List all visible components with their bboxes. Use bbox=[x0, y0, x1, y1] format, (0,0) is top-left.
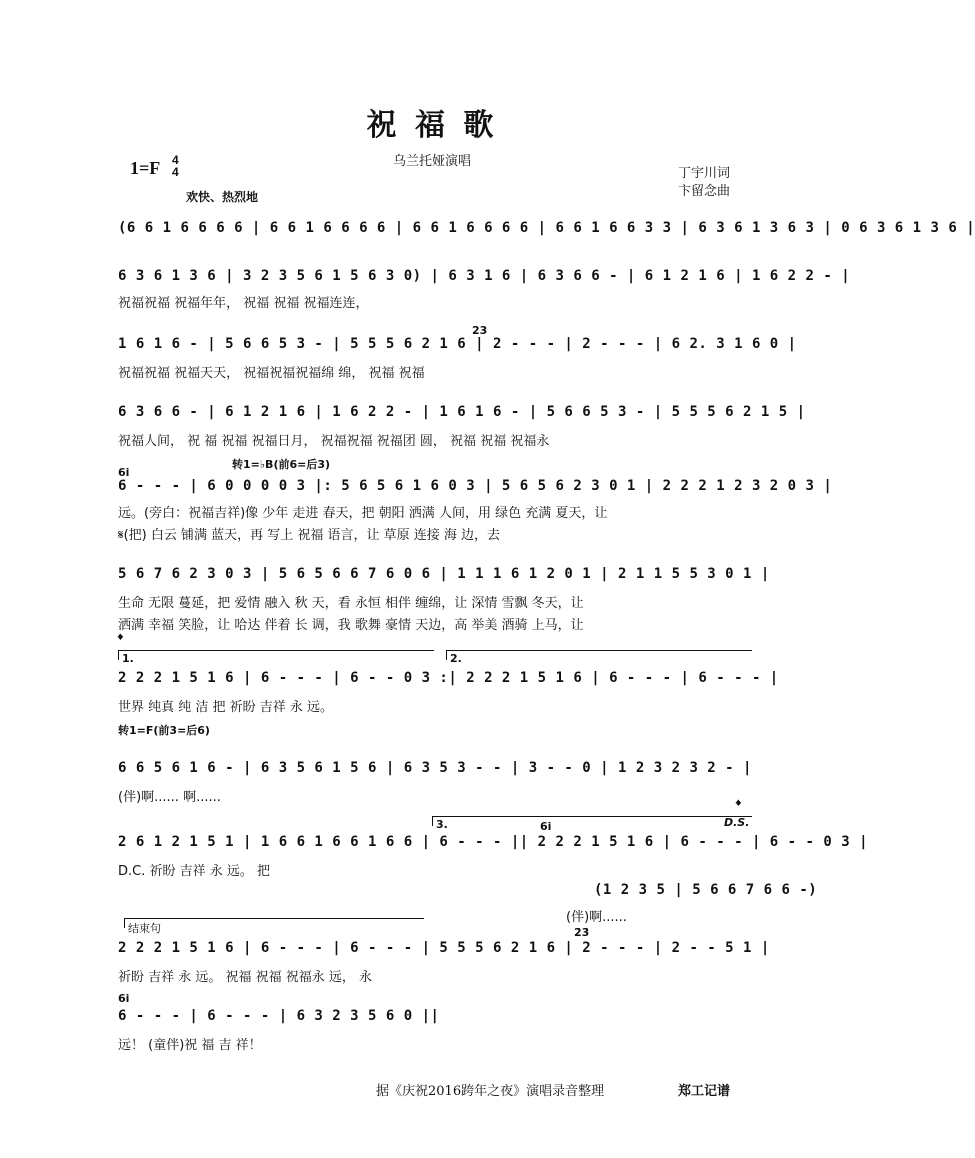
ending-phrase-bracket-edge bbox=[124, 918, 125, 928]
score-row-4-lyrics: 祝福人间， 祝 福 祝福 祝福日月， 祝福祝福 祝福团 圆， 祝福 祝福 祝福永 bbox=[118, 434, 550, 449]
ds-mark: D.S. bbox=[724, 816, 750, 829]
score-row-5-lyrics-verse-2: 𝄋(把) 白云 铺满 蓝天，再 写上 祝福 语言，让 草原 连接 海 边，去 bbox=[118, 528, 501, 543]
score-row-6-notes: 5 6 7 6 2 3 0 3 | 5 6 5 6 6 7 6 0 6 | 1 1 1 6 1 2 0 1 | 2 1 1 5 5 3 0 1 | bbox=[118, 566, 770, 582]
ending-1-bracket bbox=[118, 650, 434, 651]
score-row-9-notes: 2 6 1 2 1 5 1 | 1 6 6 1 6 6 1 6 6 | 6 - - - || 2 2 2 1 5 1 6 | 6 - - - | 6 - - 0 3 | bbox=[118, 834, 869, 850]
tempo-marking: 欢快、热烈地 bbox=[186, 190, 259, 204]
score-row-6-lyrics-verse-1: 生命 无限 蔓延，把 爱情 融入 秋 天，看 永恒 相伴 缠绵，让 深情 雪飘 冬天，让 bbox=[118, 596, 584, 611]
score-row-1-notes: (6 6 1 6 6 6 6 | 6 6 1 6 6 6 6 | 6 6 1 6 6 6 6 | 6 6 1 6 6 3 3 | 6 3 6 1 3 6 3 | 0 6 3 6 1 3 6 | bbox=[118, 220, 975, 236]
score-row-8-lyrics: (伴)啊...... 啊...... bbox=[118, 790, 221, 805]
score-row-3-lyrics: 祝福祝福 祝福天天， 祝福祝福祝福绵 绵， 祝福 祝福 bbox=[118, 366, 425, 381]
lyricist-credit: 丁宇川词 bbox=[678, 166, 731, 181]
key-signature: 1=F bbox=[130, 158, 161, 178]
score-row-7-lyrics: 世界 纯真 纯 洁 把 祈盼 吉祥 永 远。 bbox=[118, 700, 334, 715]
ending-1-bracket-edge bbox=[118, 650, 119, 660]
ending-3-label: 3. bbox=[436, 818, 448, 831]
score-row-5-lyrics-verse-1: 远。(旁白：祝福吉祥)像 少年 走进 春天，把 朝阳 洒满 人间，用 绿色 充满 夏天，让 bbox=[118, 506, 608, 521]
time-signature-top: 4 bbox=[172, 153, 179, 167]
grace-note-6i-b: 6i bbox=[540, 820, 552, 833]
score-row-3-notes: 1 6 1 6 - | 5 6 6 5 3 - | 5 5 5 6 2 1 6 | 2 - - - | 2 - - - | 6 2. 3 1 6 0 | bbox=[118, 336, 797, 352]
score-row-7-notes: 2 2 2 1 5 1 6 | 6 - - - | 6 - - 0 3 :| 2 2 2 1 5 1 6 | 6 - - - | 6 - - - | bbox=[118, 670, 779, 686]
score-row-2-lyrics: 祝福祝福 祝福年年， 祝福 祝福 祝福连连， bbox=[118, 296, 369, 311]
score-row-11-notes: 2 2 2 1 5 1 6 | 6 - - - | 6 - - - | 5 5 5 6 2 1 6 | 2 - - - | 2 - - 5 1 | bbox=[118, 940, 770, 956]
score-row-12-lyrics: 远！ (童伴)祝 福 吉 祥！ bbox=[118, 1038, 262, 1053]
grace-note-6i-c: 6i bbox=[118, 992, 130, 1005]
singer-credit: 乌兰托娅演唱 bbox=[392, 154, 471, 169]
ending-phrase-bracket bbox=[124, 918, 424, 919]
time-signature-bottom: 4 bbox=[172, 165, 179, 179]
score-row-10-notes: (1 2 3 5 | 5 6 6 7 6 6 -) bbox=[594, 882, 818, 898]
grace-note-23: 23 bbox=[472, 324, 488, 337]
ending-1-label: 1. bbox=[122, 652, 134, 665]
grace-note-23-b: 2̇3̇ bbox=[574, 926, 590, 939]
ending-3-bracket bbox=[432, 816, 752, 817]
score-row-12-notes: 6 - - - | 6 - - - | 6 3 2 3 5 6 0 || bbox=[118, 1008, 440, 1024]
score-row-11-lyrics: 祈盼 吉祥 永 远。 祝福 祝福 祝福永 远， 永 bbox=[118, 970, 373, 985]
source-note: 据《庆祝2016跨年之夜》演唱录音整理 bbox=[376, 1084, 605, 1099]
ending-phrase-label: 结束句 bbox=[128, 922, 161, 935]
ending-3-bracket-edge bbox=[432, 816, 433, 826]
score-row-6-lyrics-verse-2: 洒满 幸福 笑脸，让 哈达 伴着 长 调，我 歌舞 豪情 天边，高 举美 酒骑 上马，让 bbox=[118, 618, 584, 633]
grace-note-6i-a: 6i bbox=[118, 466, 130, 479]
score-row-9-lyrics: D.C. 祈盼 吉祥 永 远。 把 bbox=[118, 864, 271, 879]
score-row-5-notes: 6 - - - | 6 0 0 0 0 3 |: 5 6 5 6 1 6 0 3 | 5 6 5 6 2 3 0 1 | 2 2 2 1 2 3 2 0 3 | bbox=[118, 478, 833, 494]
coda-mark-1: 𝄌 bbox=[118, 632, 123, 648]
modulation-mark-1: 转1=♭B(前6=后3) bbox=[232, 458, 331, 471]
coda-mark-2: 𝄌 bbox=[736, 798, 741, 814]
score-row-2-notes: 6 3 6 1 3 6 | 3 2 3 5 6 1 5 6 3 0) | 6 3 1 6 | 6 3 6 6 - | 6 1 2 1 6 | 1 6 2 2 - | bbox=[118, 268, 851, 284]
score-row-10-lyrics: (伴)啊...... bbox=[566, 910, 627, 925]
ending-2-label: 2. bbox=[450, 652, 462, 665]
page-title: 祝 福 歌 bbox=[366, 108, 498, 143]
score-row-8-notes: 6 6 5 6 1 6 - | 6 3 5 6 1 5 6 | 6 3 5 3 - - | 3 - - 0 | 1 2 3 2 3 2 - | bbox=[118, 760, 752, 776]
ending-2-bracket-edge bbox=[446, 650, 447, 660]
composer-credit: 卞留念曲 bbox=[678, 184, 731, 199]
transcriber-credit: 郑工记谱 bbox=[678, 1084, 731, 1099]
score-row-4-notes: 6 3 6 6 - | 6 1 2 1 6 | 1 6 2 2 - | 1 6 1 6 - | 5 6 6 5 3 - | 5 5 5 6 2 1 5 | bbox=[118, 404, 806, 420]
ending-2-bracket bbox=[446, 650, 752, 651]
modulation-mark-2: 转1=F(前3=后6) bbox=[118, 724, 210, 737]
